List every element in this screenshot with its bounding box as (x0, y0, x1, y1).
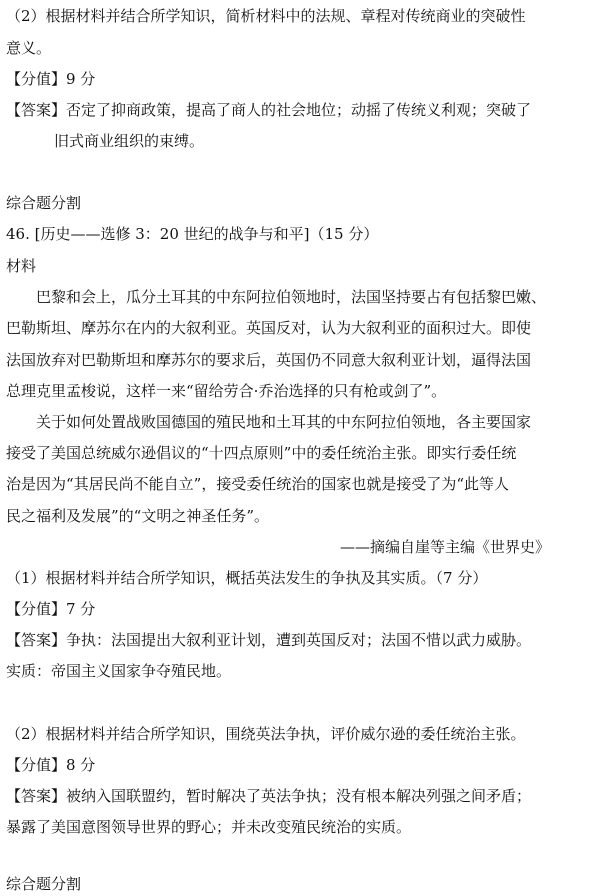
material-para1-line3: 法国放弃对巴勒斯坦和摩苏尔的要求后，英国仍不同意大叙利亚计划，逼得法国 (6, 351, 532, 369)
q46-part1-answer-line2: 实质：帝国主义国家争夺殖民地。 (6, 662, 232, 680)
material-para2-line3: 治是因为“其居民尚不能自立”，接受委任统治的国家也就是接受了为“此等人 (6, 475, 510, 493)
material-para2-line4: 民之福利及发展”的“文明之神圣任务”。 (6, 507, 270, 525)
section-divider: 综合题分割 (6, 194, 82, 212)
material-para1-line1: 巴黎和会上，瓜分土耳其的中东阿拉伯领地时，法国坚持要占有包括黎巴嫩、 (36, 288, 547, 306)
q45-part2-answer-line2: 旧式商业组织的束缚。 (54, 132, 205, 150)
q46-part2-question: （2）根据材料并结合所学知识，围绕英法争执，评价威尔逊的委任统治主张。 (6, 725, 526, 743)
q46-part2-answer-line2: 暴露了美国意图领导世界的野心；并未改变殖民统治的实质。 (6, 818, 412, 836)
section-divider: 综合题分割 (6, 875, 82, 893)
q45-part2-question-line2: 意义。 (6, 39, 52, 57)
q46-part1-question: （1）根据材料并结合所学知识，概括英法发生的争执及其实质。（7 分） (6, 569, 488, 587)
q46-heading: 46. [历史——选修 3：20 世纪的战争与和平]（15 分） (6, 225, 379, 243)
material-source: ——摘编自崖等主编《世界史》 (339, 538, 550, 556)
q45-part2-score: 【分值】9 分 (6, 70, 96, 88)
q46-part1-score: 【分值】7 分 (6, 600, 96, 618)
q46-part2-score: 【分值】8 分 (6, 756, 96, 774)
q45-part2-question-line1: （2）根据材料并结合所学知识，简析材料中的法规、章程对传统商业的突破性 (6, 7, 526, 25)
material-para1-line2: 巴勒斯坦、摩苏尔在内的大叙利亚。英国反对，认为大叙利亚的面积过大。即使 (6, 319, 532, 337)
material-para2-line2: 接受了美国总统威尔逊倡议的“十四点原则”中的委任统治主张。即实行委任统 (6, 444, 517, 462)
q45-part2-answer-line1: 【答案】否定了抑商政策，提高了商人的社会地位；动摇了传统义利观；突破了 (6, 101, 532, 119)
q46-part1-answer-line1: 【答案】争执：法国提出大叙利亚计划，遭到英国反对；法国不惜以武力威胁。 (6, 631, 532, 649)
q46-part2-answer-line1: 【答案】被纳入国联盟约，暂时解决了英法争执；没有根本解决列强之间矛盾； (6, 787, 532, 805)
material-para1-line4: 总理克里孟梭说，这样一来“留给劳合·乔治选择的只有枪或剑了”。 (6, 382, 447, 400)
material-label: 材料 (6, 257, 37, 275)
material-para2-line1: 关于如何处置战败国德国的殖民地和土耳其的中东阿拉伯领地，各主要国家 (36, 413, 532, 431)
